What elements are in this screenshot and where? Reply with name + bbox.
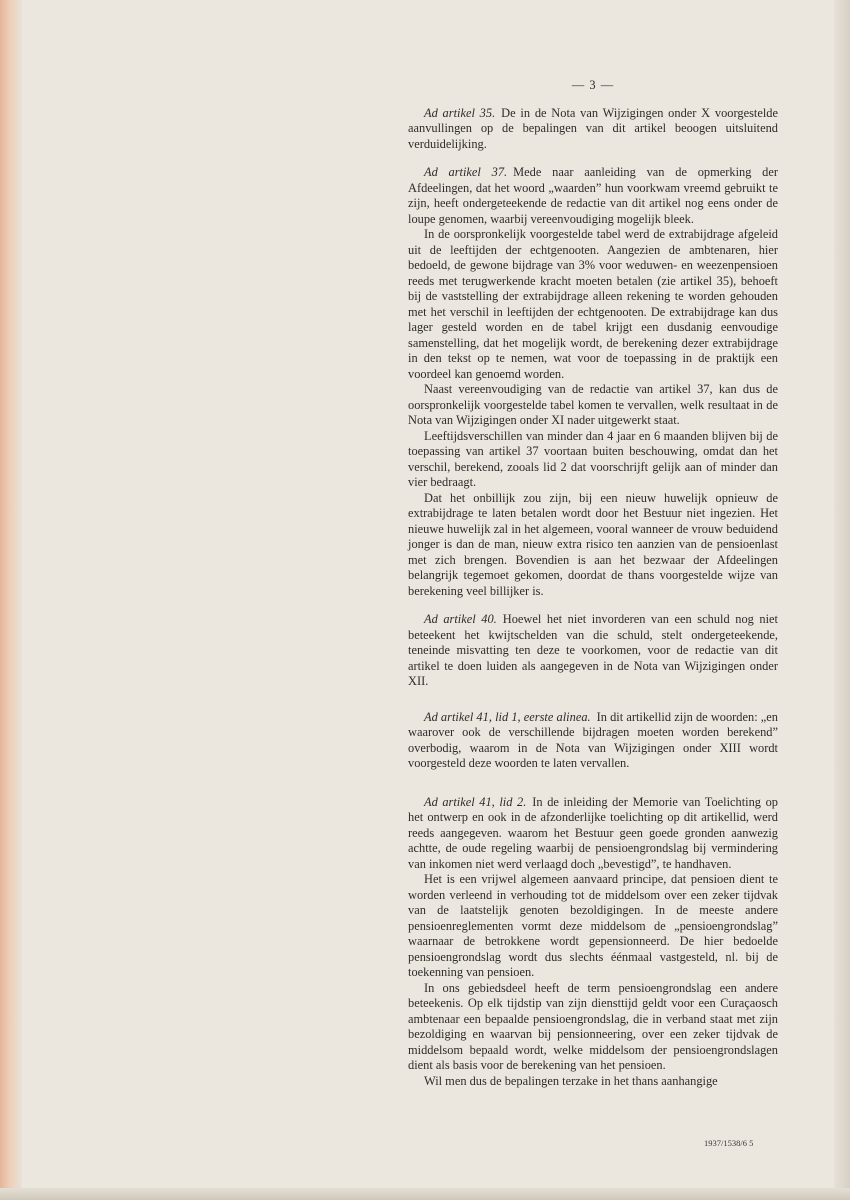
paragraph-artikel-37 — [408, 165, 778, 227]
paragraph-heading: Ad artikel 41, lid 2. — [424, 794, 527, 809]
paragraph-text: Hoewel het niet invorderen van een schuld nog niet beteekent het kwijtschelden van die schuld, stelt ondergeteekende, teneinde misvatting ten deze te voorkomen, voor de redactie van dit artikel te doen luiden als aangegeven in de Nota van Wijzigingen onder XII. — [408, 612, 778, 688]
paragraph-heading: Ad artikel 35. — [424, 105, 496, 120]
paragraph-slotzin — [408, 1074, 778, 1090]
page-number: — 3 — — [571, 78, 615, 92]
paragraph-heading: Ad artikel 41, lid 1, eerste alinea. — [424, 709, 591, 724]
paragraph-artikel-35 — [408, 106, 778, 153]
text-column — [408, 78, 778, 1089]
paragraph-pensioengrondslag-curacao — [408, 981, 778, 1074]
paragraph-extrabijdrage-tabel — [408, 227, 778, 382]
paragraph-text: In de inleiding der Memorie van Toelichting op het ontwerp en ook in de afzonderlijke toelichting op dit artikellid, werd reeds aangegeven. waarom het Bestuur geen goede gronden aanwezig achtte, de oude regeling waarbij de pensioengrondslag bij vermindering van inkomen niet werd verlaagd doch „bevestigd”, te handhaven. — [408, 794, 778, 871]
paragraph-text: Dat het onbillijk zou zijn, bij een nieuw huwelijk opnieuw de extrabijdrage te laten betalen wordt door het Bestuur niet ingezien. Het nieuwe huwelijk zal in het algemeen, vooral wanneer de vrouw beduidend jonger is dan de man, nieuw extra risico ten aanzien van de pensioenlast met zich brengen. Bovendien is aan het bezwaar der Afdeelingen belangrijk tegemoet gekomen, doordat de thans voorgestelde wijze van berekening veel billijker is. — [408, 490, 778, 598]
paragraph-artikel-41-lid-1 — [408, 710, 778, 772]
paragraph-text: De in de Nota van Wijzigingen onder X voorgestelde aanvullingen op de bepalingen van dit artikel beoogen uitsluitend verduidelijking. — [408, 105, 778, 151]
paragraph-heading: Ad artikel 37. — [424, 165, 508, 179]
archive-reference-code: 1937/1538/6 5 — [704, 1138, 754, 1148]
paragraph-vereenvoudiging — [408, 382, 778, 429]
paragraph-text: In ons gebiedsdeel heeft de term pensioengrondslag een andere beteekenis. Op elk tijdstip van zijn diensttijd geldt voor een Curaçaosch ambtenaar een bepaalde pensioengrondslag, die in verband staat met zijn bezoldiging en waarvan bij pensionneering, over een zeker tijdvak de middelsom bepaald wordt, welke middelsom der pensioengrondslagen dient als basis voor de berekening van het pensioen. — [408, 980, 778, 1072]
paragraph-text: Mede naar aanleiding van de opmerking der Afdeelingen, dat het woord „waarden” hun voorkwam vreemd gebruikt te zijn, heeft ondergeteekende de redactie van dit artikel nog eens onder de loupe genomen, waarbij vereenvoudiging mogelijk bleek. — [408, 165, 778, 226]
paragraph-nieuw-huwelijk — [408, 491, 778, 600]
paragraph-leeftijdsverschillen — [408, 429, 778, 491]
paragraph-artikel-41-lid-2 — [408, 795, 778, 873]
paragraph-text: Wil men dus de bepalingen terzake in het thans aanhangige — [424, 1073, 718, 1088]
paper-edge-right — [834, 0, 850, 1200]
paragraph-middelsom-principe — [408, 872, 778, 981]
paragraph-text: In de oorspronkelijk voorgestelde tabel werd de extrabijdrage afgeleid uit de leeftijden der echtgenooten. Aangezien de ambtenaren, hier bedoeld, de gewone bijdrage van 3% voor weduwen- en weezenpensioen reeds met terugwerkende kracht moeten betalen (zie artikel 35), behoeft bij de vaststelling der extrabijdrage alleen rekening te worden gehouden met het verschil in leeftijden der echtgenooten. De extrabijdrage kan dus lager gesteld worden en de tabel krijgt een dusdanig eenvoudige samenstelling, dat het mogelijk wordt, de berekening dezer extrabijdrage in den tekst op te nemen, wat voor de toepassing in de praktijk een voordeel kan genoemd worden. — [408, 227, 778, 381]
paragraph-text: In dit artikellid zijn de woorden: „en waarover ook de verschillende bijdragen moeten worden berekend” overbodig, waarom in de Nota van Wijzigingen onder XIII wordt voorgesteld deze woorden te laten vervallen. — [408, 709, 778, 770]
paragraph-heading: Ad artikel 40. — [424, 612, 497, 626]
paragraph-artikel-40 — [408, 612, 778, 690]
paper-edge-left — [0, 0, 22, 1200]
paragraph-text: Het is een vrijwel algemeen aanvaard principe, dat pensioen dient te worden verleend in verhouding tot de middelsom over een zeker tijdvak van de laatstelijk genoten bezoldigingen. In de meeste andere pensioenreglementen vormt deze middelsom de „pensioengrondslag” waarnaar de betrokkene wordt gepensionneerd. De hier bedoelde pensioengrondslag wordt dus slechts éénmaal vastgesteld, nl. bij de toekenning van pensioen. — [408, 872, 778, 979]
paragraph-text: Naast vereenvoudiging van de redactie van artikel 37, kan dus de oorspronkelijk voorgestelde tabel komen te vervallen, welk resultaat in de Nota van Wijzigingen onder XI nader uitgewerkt staat. — [408, 382, 778, 427]
paragraph-text: Leeftijdsverschillen van minder dan 4 jaar en 6 maanden blijven bij de toepassing van artikel 37 voortaan buiten beschouwing, omdat dan het verschil, berekend, zooals lid 2 dat voorschrijft gelijk aan of minder dan vier bedraagt. — [408, 428, 778, 489]
paper-edge-bottom — [0, 1188, 850, 1200]
